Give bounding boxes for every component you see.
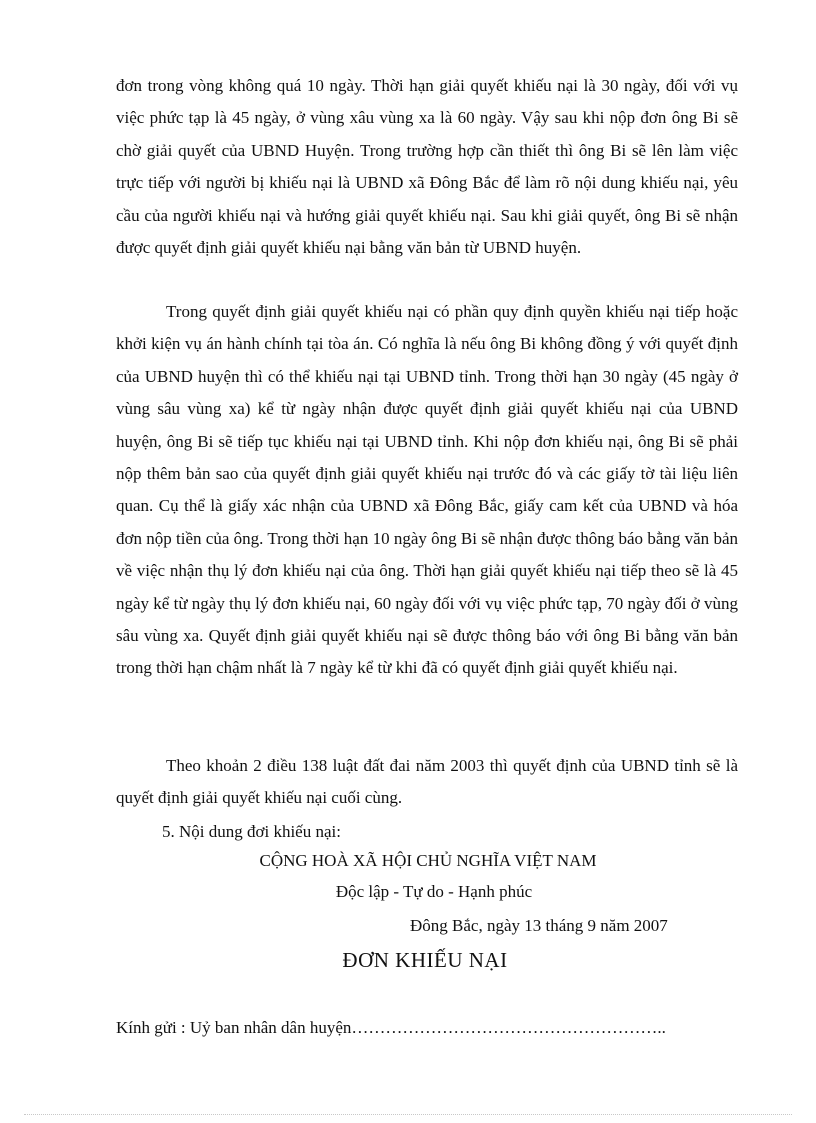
paragraph-text: đơn trong vòng không quá 10 ngày. Thời hạn giải quyết khiếu nại là 30 ngày, đối với vụ việc phức tạp là 45 ngày, ở vùng xâu vùng xa là 60 ngày. Vậy sau khi nộp đơn ông Bi sẽ chờ giải quyết của UBND Huyện. Trong trường hợp cần thiết thì ông Bi sẽ lên làm việc trực tiếp với người bị khiếu nại là UBND xã Đông Bắc để làm rõ nội dung khiếu nại, yêu cầu của người khiếu nại và hướng giải quyết khiếu nại. Sau khi giải quyết, ông Bi sẽ nhận được quyết định giải quyết khiếu nại bằng văn bản từ UBND huyện.: [116, 76, 738, 258]
section-heading: 5. Nội dung đơi khiếu nại:: [162, 822, 341, 841]
page-bottom-divider: [24, 1114, 792, 1115]
national-motto: Độc lập - Tự do - Hạnh phúc: [335, 882, 533, 901]
paragraph-text: Trong quyết định giải quyết khiếu nại có phần quy định quyền khiếu nại tiếp hoặc khởi kiện vụ án hành chính tại tòa án. Có nghĩa là nếu ông Bi không đồng ý với quyết định của UBND huyện thì có thể khiếu nại tại UBND tỉnh. Trong thời hạn 30 ngày (45 ngày ở vùng sâu vùng xa) kể từ ngày nhận được quyết định giải quyết khiếu nại của UBND huyện, ông Bi sẽ tiếp tục khiếu nại tại UBND tỉnh. Khi nộp đơn khiếu nại, ông Bi sẽ phải nộp thêm bản sao của quyết định giải quyết khiếu nại trước đó và các giấy tờ tài liệu liên quan. Cụ thể là giấy xác nhận của UBND xã Đông Bắc, giấy cam kết của UBND và hóa đơn nộp tiền của ông. Trong thời hạn 10 ngày ông Bi sẽ nhận được thông báo bằng văn bản về việc nhận thụ lý đơn khiếu nại của ông. Thời hạn giải quyết khiếu nại tiếp theo sẽ là 45 ngày kể từ ngày thụ lý đơn khiếu nại, 60 ngày đối với vụ việc phức tạp, 70 ngày đối ở vùng sâu vùng xa. Quyết định giải quyết khiếu nại sẽ được thông báo với ông Bi bằng văn bản trong thời hạn chậm nhất là 7 ngày kể từ khi đã có quyết định giải quyết khiếu nại.: [116, 302, 738, 678]
place-date-line: Đông Bắc, ngày 13 tháng 9 năm 2007: [410, 916, 668, 935]
paragraph-final-decision: [116, 750, 738, 815]
form-title: ĐƠN KHIẾU NẠI: [342, 948, 508, 972]
paragraph-text: Theo khoản 2 điều 138 luật đất đai năm 2003 thì quyết định của UBND tỉnh sẽ là quyết định giải quyết khiếu nại cuối cùng.: [116, 756, 738, 808]
paragraph-continuation: [116, 70, 738, 264]
paragraph-appeal-process: [116, 296, 738, 685]
addressee-line: Kính gửi : Uỷ ban nhân dân huyện………………………………………………..: [116, 1018, 666, 1037]
national-title: CỘNG HOÀ XÃ HỘI CHỦ NGHĨA VIỆT NAM: [259, 851, 597, 870]
